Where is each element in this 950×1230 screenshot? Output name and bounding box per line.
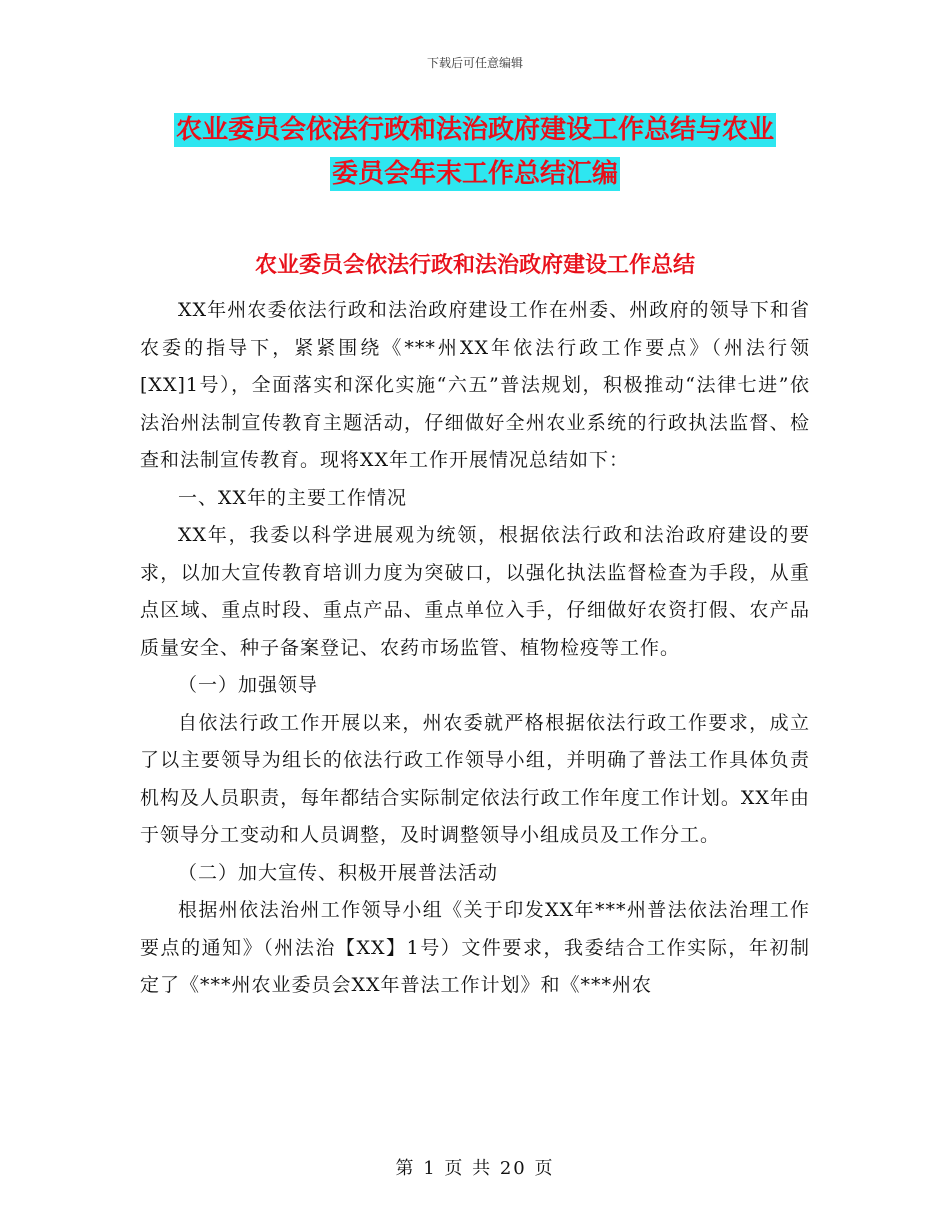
section-subtitle: 农业委员会依法行政和法治政府建设工作总结 [254,252,695,278]
heading-main-work: 一、XX年的主要工作情况 [178,486,408,509]
title-highlight-2: 委员会年末工作总结汇编 [331,159,618,189]
page-header-note: 下载后可任意编辑 [426,56,523,70]
paragraph-intro: XX年州农委依法行政和法治政府建设工作在州委、州政府的领导下和省农委的指导下，紧紧围绕《***州XX年依法行政工作要点》（州法行领[XX]1号），全面落实和深化实施“六五”普法规划，积极推动“法律七进”依法治州法制宣传教育主题活动，仔细做好全州农业系统的行政执法监督、检查和法制宣传教育。现将XX年工作开展情况总结如下： [140,299,810,471]
paragraph-main-work: XX年，我委以科学进展观为统领，根据依法行政和法治政府建设的要求，以加大宣传教育培训力度为突破口，以强化执法监督检查为手段，从重点区域、重点时段、重点产品、重点单位入手，仔细做好农资打假、农产品质量安全、种子备案登记、农药市场监管、植物检疫等工作。 [140,524,810,659]
paragraph-leadership: 自依法行政工作开展以来，州农委就严格根据依法行政工作要求，成立了以主要领导为组长的依法行政工作领导小组，并明确了普法工作具体负责机构及人员职责，每年都结合实际制定依法行政工作年度工作计划。XX年由于领导分工变动和人员调整，及时调整领导小组成员及工作分工。 [140,711,810,846]
paragraph-publicity: 根据州依法治州工作领导小组《关于印发XX年***州普法依法治理工作要点的通知》（州法治【XX】1号）文件要求，我委结合工作实际，年初制定了《***州农业委员会XX年普法工作计划》和《***州农 [140,899,810,996]
heading-leadership: （一）加强领导 [178,674,319,696]
document-title-line-1 [0,112,950,148]
page-number-footer: 第 1 页 共 20 页 [395,1158,555,1179]
heading-publicity: （二）加大宣传、积极开展普法活动 [178,861,499,884]
document-body [140,292,810,1005]
document-title-line-2 [0,156,950,192]
title-highlight-1: 农业委员会依法行政和法治政府建设工作总结与农业 [175,115,774,145]
